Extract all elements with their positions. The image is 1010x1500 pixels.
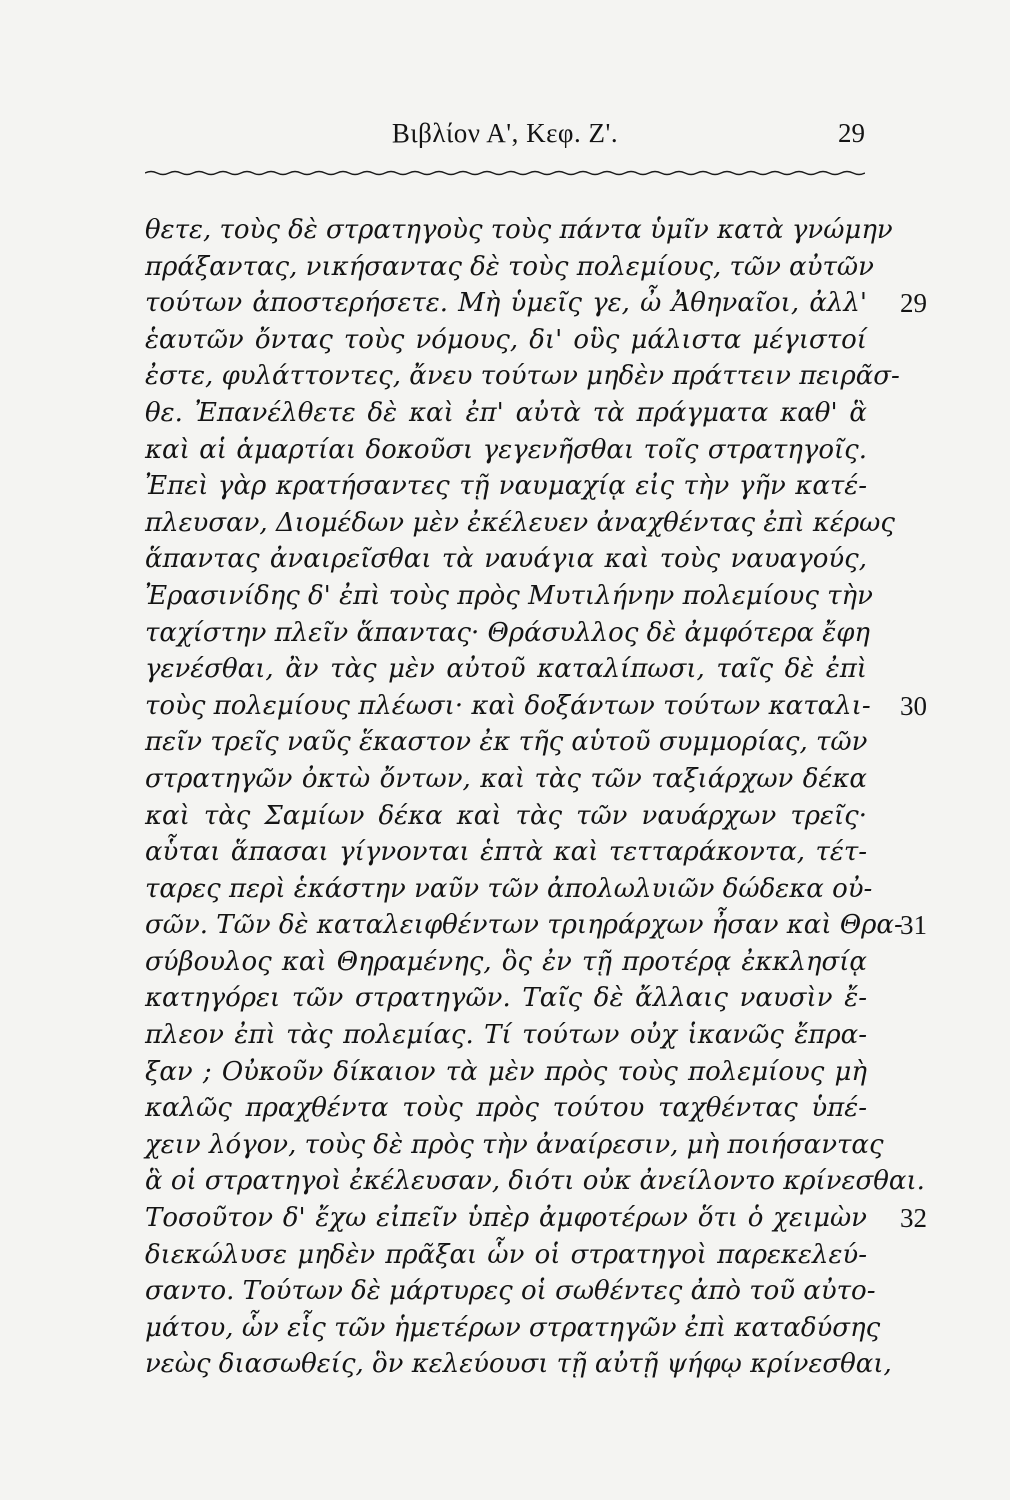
text-line <box>145 1090 867 1127</box>
text-line-content: στρατηγῶν ὀκτὼ ὄντων, καὶ τὰς τῶν ταξιάρχων δέκα <box>145 763 867 794</box>
text-line <box>145 980 867 1017</box>
text-line <box>145 651 867 688</box>
text-line <box>145 907 927 944</box>
section-number: 32 <box>900 1203 927 1234</box>
body-text <box>145 212 927 1383</box>
text-line-content: καὶ τὰς Σαμίων δέκα καὶ τὰς τῶν ναυάρχων τρεῖς· <box>145 800 867 831</box>
text-line-content: ἃ οἱ στρατηγοὶ ἐκέλευσαν, διότι οὐκ ἀνείλοντο κρίνεσθαι. <box>145 1166 925 1197</box>
text-line <box>145 578 873 615</box>
text-line <box>145 1127 884 1164</box>
text-line-content: γενέσθαι, ἂν τὰς μὲν αὐτοῦ καταλίπωσι, ταῖς δὲ ἐπὶ <box>145 654 867 685</box>
text-line <box>145 1054 867 1091</box>
text-line-content: κατηγόρει τῶν στρατηγῶν. Ταῖς δὲ ἄλλαις ναυσὶν ἔ- <box>145 983 867 1014</box>
text-line-content: σῶν. Τῶν δὲ καταλειφθέντων τριηράρχων ἦσαν καὶ Θρα- <box>145 910 903 941</box>
text-line-content: πράξαντας, νικήσαντας δὲ τοὺς πολεμίους, τῶν αὐτῶν <box>145 251 874 282</box>
text-line-content: διεκώλυσε μηδὲν πρᾶξαι ὧν οἱ στρατηγοὶ παρεκελεύ- <box>145 1239 867 1270</box>
text-line-content: ξαν ; Οὐκοῦν δίκαιον τὰ μὲν πρὸς τοὺς πολεμίους μὴ <box>145 1056 867 1087</box>
text-line-content: αὗται ἅπασαι γίγνονται ἑπτὰ καὶ τετταράκοντα, τέτ- <box>145 837 867 868</box>
text-line <box>145 1273 876 1310</box>
text-line-content: θετε, τοὺς δὲ στρατηγοὺς τοὺς πάντα ὑμῖν κατὰ γνώμην <box>145 215 893 245</box>
section-number: 31 <box>900 910 927 941</box>
text-line <box>145 761 867 798</box>
text-line-content: ταχίστην πλεῖν ἅπαντας· Θράσυλλος δὲ ἀμφότερα ἔφη <box>145 617 871 648</box>
text-line-content: ταρες περὶ ἑκάστην ναῦν τῶν ἀπολωλυιῶν δώδεκα οὐ- <box>145 873 873 904</box>
text-line-content: μάτου, ὧν εἷς τῶν ἡμετέρων στρατηγῶν ἐπὶ καταδύσης <box>145 1312 881 1343</box>
text-line <box>145 395 867 432</box>
text-line <box>145 944 867 981</box>
text-line-content: νεὼς διασωθείς, ὃν κελεύουσι τῇ αὐτῇ ψήφῳ κρίνεσθαι, <box>145 1349 892 1380</box>
text-line <box>145 1237 867 1274</box>
text-line <box>145 212 893 249</box>
text-line <box>145 468 867 505</box>
text-line-content: ἑαυτῶν ὄντας τοὺς νόμους, δι' οὓς μάλιστα μέγιστοί <box>145 324 867 355</box>
text-line <box>145 541 867 578</box>
text-line <box>145 724 867 761</box>
text-line-content: Τοσοῦτον δ' ἔχω εἰπεῖν ὑπὲρ ἀμφοτέρων ὅτι ὁ χειμὼν <box>145 1203 867 1234</box>
page-number: 29 <box>838 118 865 148</box>
text-line <box>145 1163 925 1200</box>
text-line <box>145 358 900 395</box>
section-number: 30 <box>900 690 927 721</box>
section-number: 29 <box>900 288 927 319</box>
text-line-content: καὶ αἱ ἁμαρτίαι δοκοῦσι γεγενῆσθαι τοῖς στρατηγοῖς. <box>145 434 867 465</box>
text-line-content: τοὺς πολεμίους πλέωσι· καὶ δοξάντων τούτων καταλι- <box>145 690 871 721</box>
text-line-content: καλῶς πραχθέντα τοὺς πρὸς τούτου ταχθέντας ὑπέ- <box>145 1093 867 1124</box>
text-line-content: πλεον ἐπὶ τὰς πολεμίας. Τί τούτων οὐχ ἱκανῶς ἔπρα- <box>145 1020 867 1051</box>
text-line <box>145 1200 927 1237</box>
text-line <box>145 871 873 908</box>
running-title: Βιβλίον Α', Κεφ. Ζ'. <box>391 118 619 148</box>
text-line <box>145 249 874 286</box>
text-line-content: χειν λόγον, τοὺς δὲ πρὸς τὴν ἀναίρεσιν, μὴ ποιήσαντας <box>145 1129 884 1160</box>
header-rule <box>145 168 865 178</box>
text-line-content: θε. Ἐπανέλθετε δὲ καὶ ἐπ' αὐτὰ τὰ πράγματα καθ' ἃ <box>145 397 867 428</box>
text-line-content: σαντο. Τούτων δὲ μάρτυρες οἱ σωθέντες ἀπὸ τοῦ αὐτο- <box>145 1276 876 1307</box>
text-line-content: σύβουλος καὶ Θηραμένης, ὃς ἐν τῇ προτέρᾳ ἐκκλησίᾳ <box>145 946 867 977</box>
text-line <box>145 285 927 322</box>
running-head <box>145 118 865 158</box>
text-line <box>145 322 867 359</box>
text-line-content: πλευσαν, Διομέδων μὲν ἐκέλευεν ἀναχθέντας ἐπὶ κέρως <box>145 507 895 538</box>
text-line-content: ἐστε, φυλάττοντες, ἄνευ τούτων μηδὲν πράττειν πειρᾶσ- <box>145 361 900 392</box>
text-line <box>145 1310 881 1347</box>
text-line <box>145 798 867 835</box>
text-line <box>145 834 867 871</box>
text-line <box>145 688 927 725</box>
text-line-content: ἅπαντας ἀναιρεῖσθαι τὰ ναυάγια καὶ τοὺς ναυαγούς, <box>145 544 867 575</box>
text-line <box>145 1017 867 1054</box>
text-line <box>145 615 871 652</box>
text-line <box>145 1346 892 1383</box>
text-line-content: πεῖν τρεῖς ναῦς ἕκαστον ἐκ τῆς αὑτοῦ συμμορίας, τῶν <box>145 727 868 758</box>
text-line <box>145 505 895 542</box>
text-line-content: τούτων ἀποστερήσετε. Μὴ ὑμεῖς γε, ὦ Ἀθηναῖοι, ἀλλ' <box>145 288 867 319</box>
text-line <box>145 432 867 469</box>
text-line-content: Ἐρασινίδης δ' ἐπὶ τοὺς πρὸς Μυτιλήνην πολεμίους τὴν <box>145 580 873 611</box>
text-line-content: Ἐπεὶ γὰρ κρατήσαντες τῇ ναυμαχίᾳ εἰς τὴν γῆν κατέ- <box>145 471 867 502</box>
